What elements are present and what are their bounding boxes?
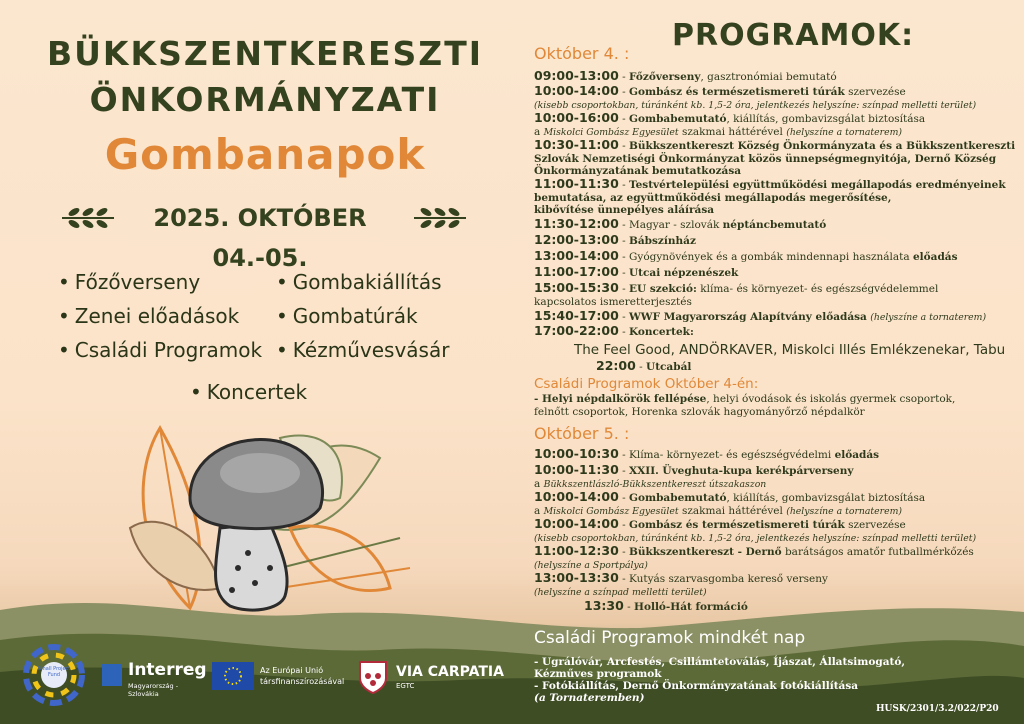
highlight-item: • Főzőverseny — [58, 270, 200, 294]
small-project-fund-text: Small Project Fund — [37, 666, 71, 678]
both-days-label: Családi Programok mindkét nap — [534, 628, 806, 648]
event-row: 09:00-13:00 - Főzőverseny, gasztronómiai bemutató — [534, 68, 837, 83]
event-row: 13:30 - Holló-Hát formáció — [584, 598, 748, 613]
event-row: 22:00 - Utcabál — [596, 358, 692, 373]
event-row: 10:00-11:30 - XXII. Üveghuta-kupa kerékpárverseny a Bükkszentlászló-Bükkszentkereszt útszakaszon — [534, 462, 854, 490]
event-row: 15:00-15:30 - EU szekció: klíma- és környezet- és egészségvédelemmel kapcsolatos ismeretterjesztés — [534, 280, 939, 308]
event-row: 11:30-12:00 - Magyar - szlovák néptáncbemutató — [534, 216, 827, 231]
event-row: 11:00-11:30 - Testvértelepülési együttműködési megállapodás eredményeinek bemutatása, az együttműködési megállapodás megerősítése, kibővítése ünnepélyes aláírása — [534, 176, 1006, 216]
family-day1-label: Családi Programok Október 4-én: — [534, 376, 759, 392]
day1-label: Október 4. : — [534, 44, 630, 63]
title-gombanapok: Gombanapok — [104, 130, 426, 179]
event-row: 10:00-14:00 - Gombabemutató, kiállítás, gombavizsgálat biztosítása a Miskolci Gombász Egyesület szakmai háttérével (helyszíne a tornaterem) — [534, 489, 926, 517]
event-row: 13:00-13:30 - Kutyás szarvasgomba kereső verseny (helyszíne a színpad melletti terület) — [534, 570, 828, 598]
eu-text-2: társfinanszírozásával — [260, 677, 345, 686]
event-date: 2025. OKTÓBER 04.-05. — [153, 204, 367, 272]
family-day1-text: - Helyi népdalkörök fellépése, helyi óvodások és iskolás gyermek csoportok, felnőtt csoportok, Horenka szlovák hagyományőrző népdalkör — [534, 393, 956, 418]
interreg-icon — [102, 664, 122, 686]
left-sprig-icon — [60, 204, 116, 232]
title-line-1: BÜKKSZENTKERESZTI — [46, 34, 483, 73]
title-line-2: ÖNKORMÁNYZATI — [89, 80, 441, 119]
event-row: 11:00-12:30 - Bükkszentkereszt - Dernő barátságos amatőr futballmérkőzés (helyszíne a Sportpálya) — [534, 543, 974, 571]
event-row: 10:00-10:30 - Klíma- környezet- és egészségvédelmi előadás — [534, 446, 880, 461]
both-days-line: (a Tornateremben) — [534, 692, 645, 704]
via-carpatia-subtext: EGTC — [396, 682, 415, 690]
interreg-text: Interreg — [128, 660, 207, 680]
highlight-item: • Koncertek — [190, 380, 307, 404]
event-row: 15:40-17:00 - WWF Magyarország Alapítvány előadása (helyszíne a tornaterem) — [534, 308, 987, 323]
event-row: 12:00-13:00 - Bábszínház — [534, 232, 696, 247]
right-sprig-icon — [412, 204, 468, 232]
event-row: 10:00-14:00 - Gombász és természetismereti túrák szervezése (kisebb csoportokban, túránként kb. 1,5-2 óra, jelentkezés helyszíne: színpad melletti terület) — [534, 83, 977, 111]
interreg-logo — [102, 660, 207, 698]
event-row: 17:00-22:00 - Koncertek: — [534, 323, 694, 338]
event-row: 10:00-14:00 - Gombász és természetismereti túrák szervezése (kisebb csoportokban, túránként kb. 1,5-2 óra, jelentkezés helyszíne: színpad melletti terület) — [534, 516, 977, 544]
mushroom-illustration — [120, 418, 420, 618]
bands-list: The Feel Good, ANDÖRKAVER, Miskolci Illés Emlékzenekar, Tabu — [574, 342, 1006, 358]
highlight-item: • Családi Programok — [58, 338, 262, 362]
highlight-item: • Zenei előadások — [58, 304, 239, 328]
both-days-line: - Fotókiállítás, Dernő Önkormányzatának fotókiállítása — [534, 680, 859, 692]
small-project-fund-logo — [14, 640, 94, 710]
via-carpatia-text: VIA CARPATIA — [396, 664, 504, 680]
via-carpatia-icon — [356, 658, 390, 694]
highlight-item: • Kézművesvásár — [276, 338, 449, 362]
event-row: 10:30-11:00 - Bükkszentkereszt Község Önkormányzata és a Bükkszentkereszti Szlovák Nemzetiségi Önkormányzat közös ünnepségmegnyitója, Dernő Község Önkormányzatának bemutatkozása — [534, 137, 1016, 177]
day2-label: Október 5. : — [534, 424, 630, 443]
event-row: 10:00-16:00 - Gombabemutató, kiállítás, gombavizsgálat biztosítása a Miskolci Gombász Egyesület szakmai háttérével (helyszíne a tornaterem) — [534, 110, 926, 138]
program-header: PROGRAMOK: — [672, 18, 915, 53]
eu-text-1: Az Európai Unió — [260, 666, 324, 675]
project-code: HUSK/2301/3.2/022/P20 — [876, 704, 999, 714]
highlight-item: • Gombakiállítás — [276, 270, 442, 294]
event-row: 11:00-17:00 - Utcai népzenészek — [534, 264, 739, 279]
eu-logo — [212, 662, 352, 694]
both-days-line: Kézműves programok — [534, 668, 662, 680]
event-row: 13:00-14:00 - Gyógynövények és a gombák mindennapi használata előadás — [534, 248, 958, 263]
eu-flag-icon — [212, 662, 254, 690]
highlight-item: • Gombatúrák — [276, 304, 418, 328]
via-carpatia-logo — [356, 658, 506, 698]
interreg-subtext: Magyarország - Szlovákia — [128, 682, 179, 698]
date-line — [60, 198, 460, 272]
both-days-line: - Ugrálóvár, Arcfestés, Csillámtetoválás, Íjászat, Állatsimogató, — [534, 656, 906, 668]
